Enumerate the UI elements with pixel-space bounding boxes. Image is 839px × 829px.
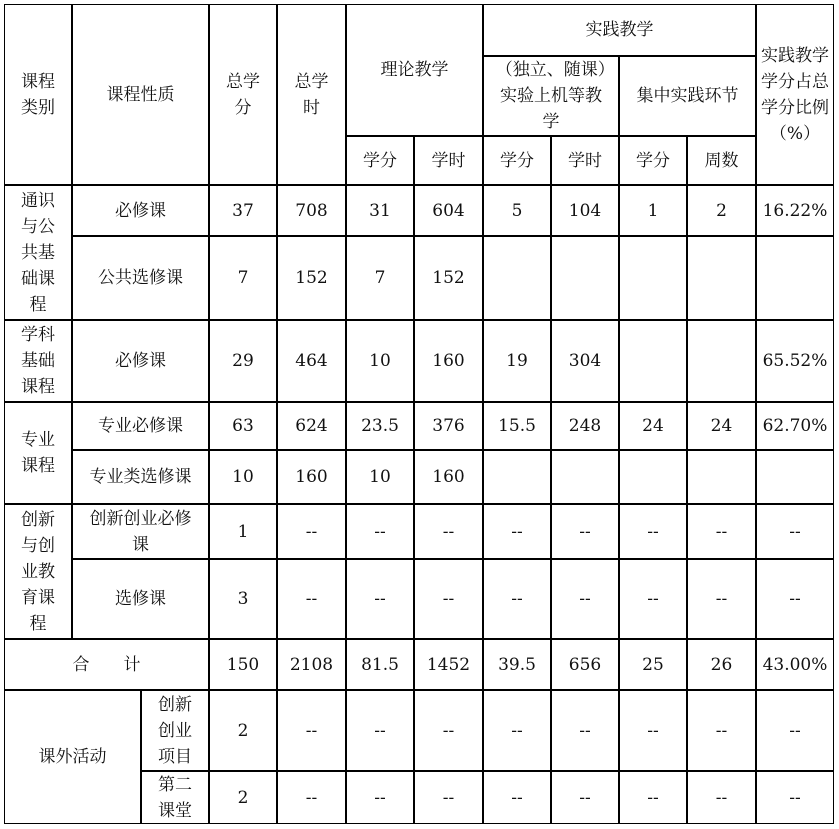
header-total-hours: 总学时: [277, 4, 346, 185]
cell-general-elective-conc-weeks: [687, 236, 756, 320]
cell-extra-project-lab-hours: --: [551, 690, 619, 771]
cell-innov-required-conc-weeks: --: [687, 504, 756, 559]
cell-major-elective-ratio: [756, 450, 834, 504]
cell-general-elective-lab-hours: [551, 236, 619, 320]
cell-major-required-conc-credits: 24: [619, 402, 687, 450]
cell-total-total-hours: 2108: [277, 639, 346, 690]
category-subject: 学科基础课程: [4, 320, 72, 402]
category-innovation: 创新与创业教育课程: [4, 504, 72, 639]
cell-extra-second-ratio: --: [756, 771, 834, 824]
cell-general-required-theory-credits: 31: [346, 185, 414, 236]
cell-subject-required-lab-hours: 304: [551, 320, 619, 402]
cell-extra-second-theory-hours: --: [414, 771, 483, 824]
cell-general-required-lab-credits: 5: [483, 185, 551, 236]
cell-major-required-theory-hours: 376: [414, 402, 483, 450]
cell-extra-second-total-credits: 2: [209, 771, 277, 824]
nature-extra-second: 第二课堂: [141, 771, 209, 824]
nature-extra-project: 创新创业项目: [141, 690, 209, 771]
header-lab-hours: 学时: [551, 136, 619, 185]
nature-major-elective: 专业类选修课: [72, 450, 209, 504]
cell-extra-second-lab-credits: --: [483, 771, 551, 824]
cell-total-conc-weeks: 26: [687, 639, 756, 690]
cell-extra-project-ratio: --: [756, 690, 834, 771]
nature-general-elective: 公共选修课: [72, 236, 209, 320]
header-total-credits: 总学分: [209, 4, 277, 185]
cell-subject-required-conc-weeks: [687, 320, 756, 402]
category-major: 专业课程: [4, 402, 72, 504]
cell-innov-elective-conc-weeks: --: [687, 559, 756, 639]
header-lab-credits: 学分: [483, 136, 551, 185]
cell-major-required-conc-weeks: 24: [687, 402, 756, 450]
nature-innov-required: 创新创业必修课: [72, 504, 209, 559]
nature-general-required: 必修课: [72, 185, 209, 236]
header-conc-weeks: 周数: [687, 136, 756, 185]
cell-major-elective-theory-credits: 10: [346, 450, 414, 504]
cell-major-required-total-hours: 624: [277, 402, 346, 450]
category-general: 通识与公共基础课程: [4, 185, 72, 320]
cell-extra-project-conc-credits: --: [619, 690, 687, 771]
cell-total-lab-credits: 39.5: [483, 639, 551, 690]
total-label: 合 计: [4, 639, 209, 690]
cell-general-required-conc-weeks: 2: [687, 185, 756, 236]
cell-extra-second-lab-hours: --: [551, 771, 619, 824]
cell-major-required-total-credits: 63: [209, 402, 277, 450]
cell-general-elective-lab-credits: [483, 236, 551, 320]
nature-innov-elective: 选修课: [72, 559, 209, 639]
header-practice-ratio: 实践教学学分占总学分比例（%）: [756, 4, 834, 185]
cell-innov-elective-theory-hours: --: [414, 559, 483, 639]
cell-subject-required-total-hours: 464: [277, 320, 346, 402]
cell-major-elective-conc-credits: [619, 450, 687, 504]
cell-extra-project-lab-credits: --: [483, 690, 551, 771]
cell-innov-required-conc-credits: --: [619, 504, 687, 559]
cell-innov-required-lab-credits: --: [483, 504, 551, 559]
header-practice: 实践教学: [483, 4, 756, 56]
cell-extra-project-theory-credits: --: [346, 690, 414, 771]
header-theory-hours: 学时: [414, 136, 483, 185]
header-theory-credits: 学分: [346, 136, 414, 185]
cell-general-elective-theory-hours: 152: [414, 236, 483, 320]
cell-innov-required-total-credits: 1: [209, 504, 277, 559]
cell-general-elective-total-hours: 152: [277, 236, 346, 320]
cell-subject-required-conc-credits: [619, 320, 687, 402]
cell-major-elective-total-hours: 160: [277, 450, 346, 504]
cell-general-required-conc-credits: 1: [619, 185, 687, 236]
cell-extra-project-conc-weeks: --: [687, 690, 756, 771]
cell-major-elective-total-credits: 10: [209, 450, 277, 504]
cell-innov-elective-ratio: --: [756, 559, 834, 639]
cell-major-elective-lab-hours: [551, 450, 619, 504]
header-category: 课程类别: [4, 4, 72, 185]
header-theory: 理论教学: [346, 4, 483, 136]
cell-general-required-ratio: 16.22%: [756, 185, 834, 236]
cell-general-elective-theory-credits: 7: [346, 236, 414, 320]
header-concentrated: 集中实践环节: [619, 56, 756, 136]
cell-extra-second-theory-credits: --: [346, 771, 414, 824]
cell-total-theory-credits: 81.5: [346, 639, 414, 690]
cell-major-required-lab-hours: 248: [551, 402, 619, 450]
cell-total-theory-hours: 1452: [414, 639, 483, 690]
nature-major-required: 专业必修课: [72, 402, 209, 450]
cell-innov-elective-total-hours: --: [277, 559, 346, 639]
cell-general-required-lab-hours: 104: [551, 185, 619, 236]
cell-major-elective-conc-weeks: [687, 450, 756, 504]
cell-major-elective-lab-credits: [483, 450, 551, 504]
cell-major-required-lab-credits: 15.5: [483, 402, 551, 450]
cell-subject-required-total-credits: 29: [209, 320, 277, 402]
cell-general-required-total-hours: 708: [277, 185, 346, 236]
header-conc-credits: 学分: [619, 136, 687, 185]
cell-extra-second-conc-credits: --: [619, 771, 687, 824]
cell-innov-required-theory-credits: --: [346, 504, 414, 559]
cell-extra-project-theory-hours: --: [414, 690, 483, 771]
cell-innov-required-theory-hours: --: [414, 504, 483, 559]
header-nature: 课程性质: [72, 4, 209, 185]
cell-general-required-theory-hours: 604: [414, 185, 483, 236]
cell-total-conc-credits: 25: [619, 639, 687, 690]
cell-general-elective-conc-credits: [619, 236, 687, 320]
cell-general-elective-ratio: [756, 236, 834, 320]
cell-extra-second-conc-weeks: --: [687, 771, 756, 824]
header-lab: （独立、随课）实验上机等教学: [483, 56, 619, 136]
cell-subject-required-theory-credits: 10: [346, 320, 414, 402]
cell-total-lab-hours: 656: [551, 639, 619, 690]
category-extracurricular: 课外活动: [4, 690, 141, 824]
cell-subject-required-lab-credits: 19: [483, 320, 551, 402]
cell-extra-project-total-credits: 2: [209, 690, 277, 771]
cell-subject-required-ratio: 65.52%: [756, 320, 834, 402]
cell-major-required-theory-credits: 23.5: [346, 402, 414, 450]
cell-innov-elective-total-credits: 3: [209, 559, 277, 639]
cell-innov-required-ratio: --: [756, 504, 834, 559]
cell-total-total-credits: 150: [209, 639, 277, 690]
cell-extra-project-total-hours: --: [277, 690, 346, 771]
cell-major-elective-theory-hours: 160: [414, 450, 483, 504]
cell-innov-elective-conc-credits: --: [619, 559, 687, 639]
cell-innov-elective-lab-hours: --: [551, 559, 619, 639]
cell-general-required-total-credits: 37: [209, 185, 277, 236]
cell-extra-second-total-hours: --: [277, 771, 346, 824]
cell-innov-elective-theory-credits: --: [346, 559, 414, 639]
cell-major-required-ratio: 62.70%: [756, 402, 834, 450]
nature-subject-required: 必修课: [72, 320, 209, 402]
cell-innov-elective-lab-credits: --: [483, 559, 551, 639]
cell-innov-required-total-hours: --: [277, 504, 346, 559]
cell-general-elective-total-credits: 7: [209, 236, 277, 320]
cell-total-ratio: 43.00%: [756, 639, 834, 690]
cell-subject-required-theory-hours: 160: [414, 320, 483, 402]
cell-innov-required-lab-hours: --: [551, 504, 619, 559]
